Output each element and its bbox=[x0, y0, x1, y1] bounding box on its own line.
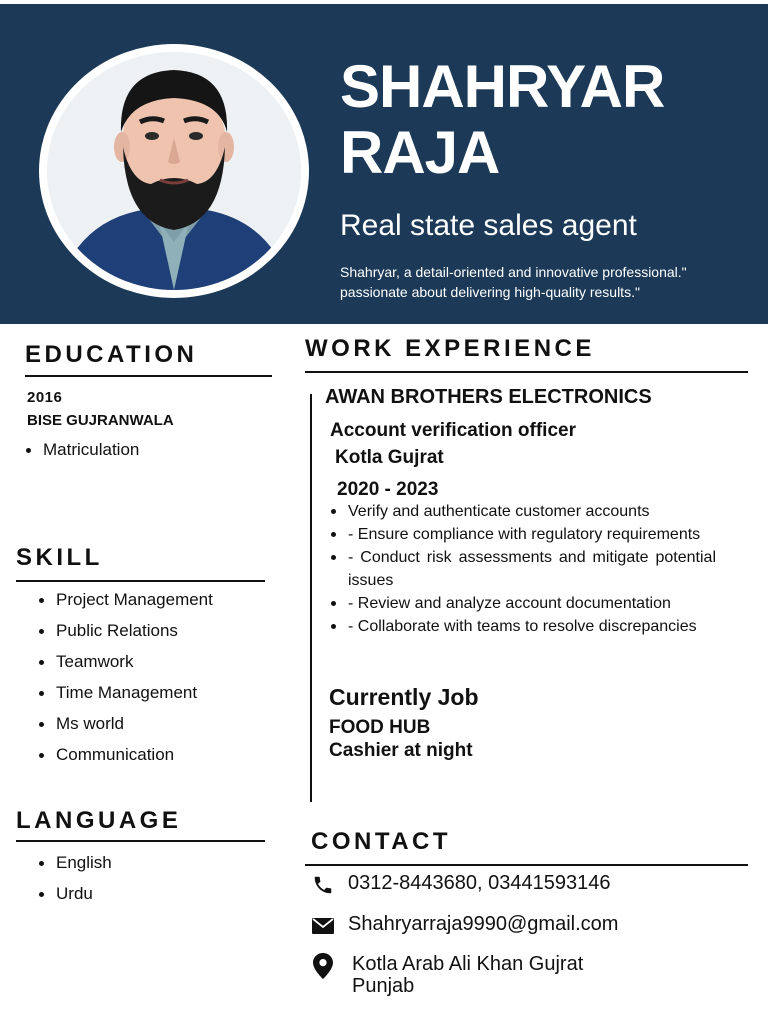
language-item: Urdu bbox=[38, 884, 112, 904]
education-heading: EDUCATION bbox=[25, 341, 198, 368]
education-item: Matriculation bbox=[25, 440, 139, 460]
current-company: FOOD HUB bbox=[329, 717, 431, 738]
skill-item: Ms world bbox=[38, 714, 213, 734]
skill-item: Communication bbox=[38, 745, 213, 765]
company-name: AWAN BROTHERS ELECTRONICS bbox=[325, 386, 652, 408]
duties-list bbox=[330, 500, 716, 638]
duty-item: - Collaborate with teams to resolve discrepancies bbox=[330, 615, 716, 638]
current-job-heading: Currently Job bbox=[329, 684, 479, 710]
skill-item: Project Management bbox=[38, 590, 213, 610]
skill-item: Teamwork bbox=[38, 652, 213, 672]
name-line-1: SHAHRYAR bbox=[340, 53, 665, 120]
contact-address bbox=[352, 953, 583, 997]
work-experience-divider bbox=[305, 371, 748, 373]
skill-list bbox=[38, 590, 213, 765]
profile-photo bbox=[47, 52, 301, 290]
skill-heading: SKILL bbox=[16, 544, 103, 571]
language-item: English bbox=[38, 853, 112, 873]
profile-photo-frame bbox=[39, 44, 309, 298]
education-list bbox=[25, 440, 139, 460]
contact-divider bbox=[305, 864, 748, 866]
contact-heading: CONTACT bbox=[311, 828, 452, 855]
phone-icon bbox=[310, 872, 336, 898]
duty-item: - Conduct risk assessments and mitigate potential issues bbox=[330, 546, 716, 592]
skill-item: Time Management bbox=[38, 683, 213, 703]
name-line-2: RAJA bbox=[340, 119, 500, 186]
profile-summary: Shahryar, a detail-oriented and innovative professional." passionate about delivering high-quality results." bbox=[340, 264, 687, 300]
address-line-2: Punjab bbox=[352, 975, 415, 997]
contact-phone-row bbox=[310, 872, 610, 898]
job-location: Kotla Gujrat bbox=[335, 447, 444, 468]
skill-divider bbox=[16, 580, 265, 582]
skill-item: Public Relations bbox=[38, 621, 213, 641]
contact-phone[interactable]: 0312-8443680, 03441593146 bbox=[348, 872, 611, 894]
education-divider bbox=[25, 375, 272, 377]
timeline-line bbox=[310, 394, 312, 802]
work-experience-heading: WORK EXPERIENCE bbox=[305, 335, 595, 362]
contact-email-row bbox=[310, 913, 618, 939]
job-title: Real state sales agent bbox=[340, 209, 637, 242]
person-name bbox=[340, 54, 664, 186]
duty-item: - Ensure compliance with regulatory requirements bbox=[330, 523, 716, 546]
education-year: 2016 bbox=[27, 389, 63, 406]
language-list bbox=[38, 853, 112, 904]
duty-item: Verify and authenticate customer accounts bbox=[330, 500, 716, 523]
location-icon bbox=[310, 953, 336, 979]
language-heading: LANGUAGE bbox=[16, 807, 182, 834]
current-role: Cashier at night bbox=[329, 740, 473, 761]
email-icon bbox=[310, 913, 336, 939]
language-divider bbox=[16, 840, 265, 842]
address-line-1: Kotla Arab Ali Khan Gujrat bbox=[352, 953, 584, 975]
job-role: Account verification officer bbox=[330, 420, 576, 441]
job-years: 2020 - 2023 bbox=[337, 479, 439, 500]
contact-email[interactable]: Shahryarraja9990@gmail.com bbox=[348, 913, 619, 935]
header-banner bbox=[0, 4, 768, 324]
education-board: BISE GUJRANWALA bbox=[27, 412, 174, 429]
contact-address-row bbox=[310, 953, 583, 997]
duty-item: - Review and analyze account documentation bbox=[330, 592, 716, 615]
